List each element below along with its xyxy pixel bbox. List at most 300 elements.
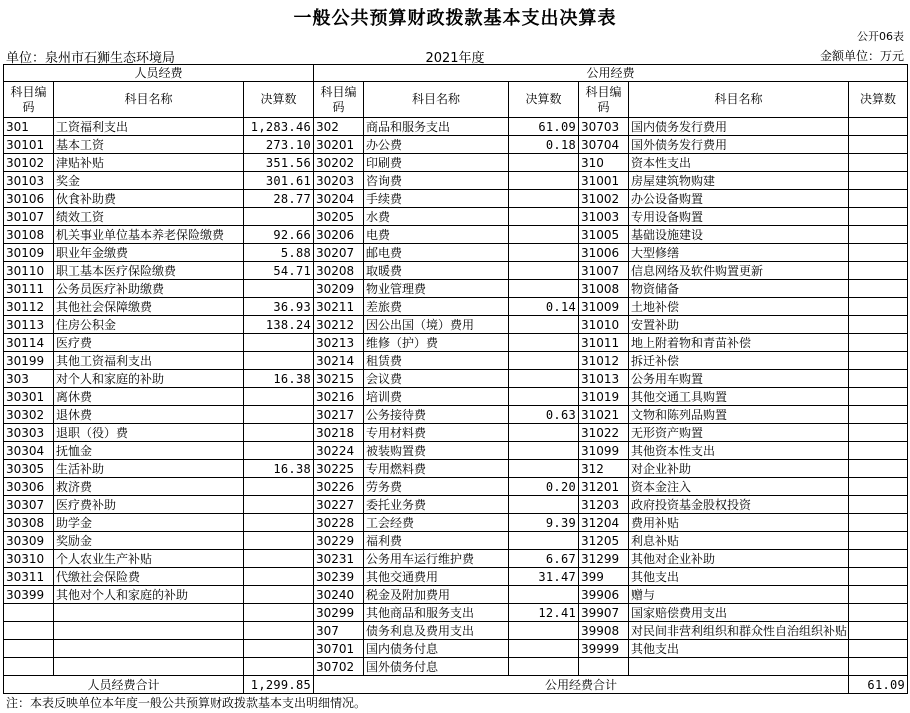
public2-amount-cell: [849, 514, 908, 532]
public-code-cell: 30239: [314, 568, 364, 586]
public-name-cell: 印刷费: [364, 154, 509, 172]
public2-amount-cell: [849, 550, 908, 568]
personnel-name-cell: 退职（役）费: [54, 424, 244, 442]
public2-name-cell: 土地补偿: [629, 298, 849, 316]
public2-name-cell: 对企业补助: [629, 460, 849, 478]
public2-amount-cell: [849, 478, 908, 496]
public2-name-cell: 专用设备购置: [629, 208, 849, 226]
public2-name-cell: 赠与: [629, 586, 849, 604]
public2-code-cell: 39906: [579, 586, 629, 604]
public-code-cell: 30216: [314, 388, 364, 406]
personnel-name-cell: 个人农业生产补贴: [54, 550, 244, 568]
public-name-cell: 咨询费: [364, 172, 509, 190]
table-row: [4, 532, 908, 550]
table-row: [4, 154, 908, 172]
public-code-cell: 30206: [314, 226, 364, 244]
public2-name-cell: 拆迁补偿: [629, 352, 849, 370]
table-row: [4, 622, 908, 640]
public-code-cell: 30213: [314, 334, 364, 352]
public-amount-cell: [509, 190, 579, 208]
personnel-amount-cell: 28.77: [244, 190, 314, 208]
public-code-cell: 30214: [314, 352, 364, 370]
table-row: [4, 424, 908, 442]
personnel-code-cell: 30107: [4, 208, 54, 226]
public2-name-cell: 政府投资基金股权投资: [629, 496, 849, 514]
personnel-name-cell: 奖金: [54, 172, 244, 190]
table-row: [4, 568, 908, 586]
personnel-code-cell: [4, 658, 54, 676]
public-code-cell: 30215: [314, 370, 364, 388]
public2-code-cell: 31010: [579, 316, 629, 334]
personnel-amount-cell: 351.56: [244, 154, 314, 172]
header-group-row: [4, 65, 908, 82]
public-name-cell: 专用材料费: [364, 424, 509, 442]
personnel-code-cell: 30308: [4, 514, 54, 532]
personnel-name-cell: 离休费: [54, 388, 244, 406]
public-name-cell: 委托业务费: [364, 496, 509, 514]
personnel-code-cell: 30399: [4, 586, 54, 604]
public-name-cell: 公务接待费: [364, 406, 509, 424]
public2-amount-cell: [849, 370, 908, 388]
personnel-code-cell: 30301: [4, 388, 54, 406]
public-amount-cell: [509, 622, 579, 640]
public2-name-cell: 安置补助: [629, 316, 849, 334]
personnel-code-cell: [4, 622, 54, 640]
public-header: 公用经费: [314, 65, 908, 82]
table-row: [4, 118, 908, 136]
code-header: 科目编码: [4, 82, 54, 118]
personnel-code-cell: 30110: [4, 262, 54, 280]
public-amount-cell: [509, 640, 579, 658]
personnel-code-cell: 30302: [4, 406, 54, 424]
public-code-cell: 30205: [314, 208, 364, 226]
personnel-amount-cell: [244, 406, 314, 424]
public-amount-cell: [509, 370, 579, 388]
public-code-cell: 30226: [314, 478, 364, 496]
public2-amount-cell: [849, 406, 908, 424]
public2-amount-cell: [849, 496, 908, 514]
personnel-amount-cell: [244, 568, 314, 586]
personnel-amount-cell: 16.38: [244, 370, 314, 388]
table-row: [4, 640, 908, 658]
public-code-cell: 30211: [314, 298, 364, 316]
public-name-cell: 维修（护）费: [364, 334, 509, 352]
money-unit: 金额单位：万元: [819, 49, 904, 63]
public2-amount-cell: [849, 352, 908, 370]
public-code-cell: 30225: [314, 460, 364, 478]
header-column-row: [4, 82, 908, 118]
public-code-cell: 30702: [314, 658, 364, 676]
public2-amount-cell: [849, 424, 908, 442]
table-row: [4, 316, 908, 334]
personnel-name-cell: 津贴补贴: [54, 154, 244, 172]
personnel-name-cell: 奖励金: [54, 532, 244, 550]
public-code-cell: 30212: [314, 316, 364, 334]
public-code-cell: 30208: [314, 262, 364, 280]
personnel-code-cell: 30309: [4, 532, 54, 550]
public-code-cell: 30299: [314, 604, 364, 622]
public2-code-cell: 31011: [579, 334, 629, 352]
public-amount-cell: [509, 658, 579, 676]
amount-header: 决算数: [509, 82, 579, 118]
personnel-amount-cell: 1,283.46: [244, 118, 314, 136]
public-amount-cell: [509, 172, 579, 190]
public-name-cell: 商品和服务支出: [364, 118, 509, 136]
public2-code-cell: 31205: [579, 532, 629, 550]
public-amount-cell: [509, 316, 579, 334]
personnel-amount-cell: 16.38: [244, 460, 314, 478]
personnel-amount-cell: [244, 550, 314, 568]
personnel-name-cell: 抚恤金: [54, 442, 244, 460]
personnel-code-cell: 30305: [4, 460, 54, 478]
public-name-cell: 专用燃料费: [364, 460, 509, 478]
form-code: 公开06表: [857, 30, 904, 43]
public2-name-cell: 资本金注入: [629, 478, 849, 496]
public2-code-cell: 31021: [579, 406, 629, 424]
public-amount-cell: [509, 442, 579, 460]
personnel-name-cell: 工资福利支出: [54, 118, 244, 136]
personnel-name-cell: 职工基本医疗保险缴费: [54, 262, 244, 280]
public2-name-cell: 房屋建筑物购建: [629, 172, 849, 190]
personnel-name-cell: [54, 622, 244, 640]
public2-amount-cell: [849, 262, 908, 280]
personnel-amount-cell: [244, 496, 314, 514]
public-code-cell: 307: [314, 622, 364, 640]
personnel-total-value: 1,299.85: [244, 676, 314, 694]
public-total-label: 公用经费合计: [314, 676, 849, 694]
personnel-amount-cell: 273.10: [244, 136, 314, 154]
public2-code-cell: 31013: [579, 370, 629, 388]
public-code-cell: 30240: [314, 586, 364, 604]
public-name-cell: 差旅费: [364, 298, 509, 316]
personnel-amount-cell: [244, 478, 314, 496]
personnel-amount-cell: 138.24: [244, 316, 314, 334]
personnel-name-cell: 助学金: [54, 514, 244, 532]
personnel-amount-cell: [244, 442, 314, 460]
personnel-code-cell: [4, 604, 54, 622]
public-name-cell: 公务用车运行维护费: [364, 550, 509, 568]
public-total-value: 61.09: [849, 676, 908, 694]
public2-code-cell: 312: [579, 460, 629, 478]
public-amount-cell: [509, 352, 579, 370]
personnel-amount-cell: [244, 334, 314, 352]
personnel-code-cell: 30112: [4, 298, 54, 316]
public2-code-cell: 31299: [579, 550, 629, 568]
public2-name-cell: 国外债务发行费用: [629, 136, 849, 154]
public-name-cell: 取暖费: [364, 262, 509, 280]
public2-name-cell: 其他支出: [629, 568, 849, 586]
personnel-code-cell: 30306: [4, 478, 54, 496]
public-code-cell: 30228: [314, 514, 364, 532]
name-header: 科目名称: [54, 82, 244, 118]
personnel-amount-cell: [244, 514, 314, 532]
personnel-code-cell: 30307: [4, 496, 54, 514]
personnel-code-cell: 30310: [4, 550, 54, 568]
public-amount-cell: [509, 226, 579, 244]
personnel-code-cell: 30103: [4, 172, 54, 190]
public-amount-cell: [509, 388, 579, 406]
public2-amount-cell: [849, 280, 908, 298]
public2-amount-cell: [849, 442, 908, 460]
public-code-cell: 302: [314, 118, 364, 136]
table-row: [4, 334, 908, 352]
personnel-name-cell: 医疗费补助: [54, 496, 244, 514]
public-code-cell: 30204: [314, 190, 364, 208]
public-name-cell: 物业管理费: [364, 280, 509, 298]
personnel-name-cell: 生活补助: [54, 460, 244, 478]
public-amount-cell: [509, 154, 579, 172]
table-row: [4, 172, 908, 190]
public-amount-cell: 0.14: [509, 298, 579, 316]
name-header: 科目名称: [364, 82, 509, 118]
public-code-cell: 30701: [314, 640, 364, 658]
personnel-code-cell: 30102: [4, 154, 54, 172]
public-amount-cell: 12.41: [509, 604, 579, 622]
personnel-name-cell: 救济费: [54, 478, 244, 496]
public-amount-cell: [509, 208, 579, 226]
public2-name-cell: 办公设备购置: [629, 190, 849, 208]
personnel-amount-cell: 5.88: [244, 244, 314, 262]
public2-name-cell: 费用补贴: [629, 514, 849, 532]
public2-amount-cell: [849, 118, 908, 136]
public2-amount-cell: [849, 190, 908, 208]
table-row: [4, 388, 908, 406]
personnel-name-cell: 绩效工资: [54, 208, 244, 226]
personnel-name-cell: [54, 640, 244, 658]
personnel-name-cell: 医疗费: [54, 334, 244, 352]
personnel-amount-cell: [244, 280, 314, 298]
personnel-code-cell: 30106: [4, 190, 54, 208]
public-code-cell: 30227: [314, 496, 364, 514]
public2-name-cell: 基础设施建设: [629, 226, 849, 244]
table-row: [4, 370, 908, 388]
public2-name-cell: 对民间非营利组织和群众性自治组织补贴: [629, 622, 849, 640]
personnel-name-cell: 其他对个人和家庭的补助: [54, 586, 244, 604]
public-amount-cell: 9.39: [509, 514, 579, 532]
public-name-cell: 劳务费: [364, 478, 509, 496]
table-row: [4, 298, 908, 316]
public-name-cell: 国内债务付息: [364, 640, 509, 658]
public2-amount-cell: [849, 388, 908, 406]
personnel-amount-cell: [244, 622, 314, 640]
public-amount-cell: [509, 334, 579, 352]
table-row: [4, 406, 908, 424]
public2-code-cell: 39999: [579, 640, 629, 658]
public2-name-cell: [629, 658, 849, 676]
public2-code-cell: 310: [579, 154, 629, 172]
public2-code-cell: 31006: [579, 244, 629, 262]
table-row: [4, 262, 908, 280]
table-row: [4, 658, 908, 676]
public-code-cell: 30224: [314, 442, 364, 460]
public-code-cell: 30209: [314, 280, 364, 298]
public2-amount-cell: [849, 586, 908, 604]
public2-amount-cell: [849, 532, 908, 550]
public-code-cell: 30217: [314, 406, 364, 424]
public-amount-cell: [509, 496, 579, 514]
public-amount-cell: 61.09: [509, 118, 579, 136]
personnel-amount-cell: [244, 388, 314, 406]
amount-header: 决算数: [244, 82, 314, 118]
public2-amount-cell: [849, 208, 908, 226]
personnel-name-cell: [54, 658, 244, 676]
public-amount-cell: 0.20: [509, 478, 579, 496]
public2-name-cell: 其他支出: [629, 640, 849, 658]
public2-code-cell: 31007: [579, 262, 629, 280]
expenditure-table: [3, 64, 908, 694]
personnel-code-cell: 30199: [4, 352, 54, 370]
report-title: 一般公共预算财政拨款基本支出决算表: [293, 8, 617, 29]
public2-code-cell: 399: [579, 568, 629, 586]
public-name-cell: 因公出国（境）费用: [364, 316, 509, 334]
public-amount-cell: [509, 460, 579, 478]
table-row: [4, 136, 908, 154]
personnel-code-cell: 30114: [4, 334, 54, 352]
public2-amount-cell: [849, 244, 908, 262]
table-row: [4, 514, 908, 532]
fiscal-year: 2021年度: [425, 51, 485, 66]
personnel-name-cell: 职业年金缴费: [54, 244, 244, 262]
public-amount-cell: 0.18: [509, 136, 579, 154]
public-code-cell: 30201: [314, 136, 364, 154]
code-header: 科目编码: [314, 82, 364, 118]
personnel-code-cell: 30101: [4, 136, 54, 154]
table-row: [4, 604, 908, 622]
amount-header: 决算数: [849, 82, 908, 118]
personnel-name-cell: 伙食补助费: [54, 190, 244, 208]
public-name-cell: 办公费: [364, 136, 509, 154]
public-amount-cell: 31.47: [509, 568, 579, 586]
code-header: 科目编码: [579, 82, 629, 118]
public2-name-cell: 其他对企业补助: [629, 550, 849, 568]
personnel-amount-cell: 54.71: [244, 262, 314, 280]
public2-name-cell: 公务用车购置: [629, 370, 849, 388]
public2-code-cell: 31204: [579, 514, 629, 532]
personnel-amount-cell: 301.61: [244, 172, 314, 190]
public-name-cell: 租赁费: [364, 352, 509, 370]
public-name-cell: 培训费: [364, 388, 509, 406]
public2-name-cell: 大型修缮: [629, 244, 849, 262]
public2-name-cell: 资本性支出: [629, 154, 849, 172]
table-row: [4, 190, 908, 208]
reporting-unit: 单位：泉州市石狮生态环境局: [6, 51, 176, 66]
public2-name-cell: 物资储备: [629, 280, 849, 298]
public-name-cell: 电费: [364, 226, 509, 244]
personnel-code-cell: 301: [4, 118, 54, 136]
personnel-amount-cell: [244, 658, 314, 676]
public-name-cell: 水费: [364, 208, 509, 226]
public-name-cell: 工会经费: [364, 514, 509, 532]
personnel-amount-cell: [244, 424, 314, 442]
public2-amount-cell: [849, 622, 908, 640]
public2-code-cell: 31001: [579, 172, 629, 190]
personnel-code-cell: 30111: [4, 280, 54, 298]
personnel-code-cell: 30303: [4, 424, 54, 442]
public2-amount-cell: [849, 316, 908, 334]
public-amount-cell: [509, 244, 579, 262]
totals-row: [4, 676, 908, 694]
public2-code-cell: 31009: [579, 298, 629, 316]
table-row: [4, 550, 908, 568]
public2-code-cell: 39907: [579, 604, 629, 622]
public2-amount-cell: [849, 640, 908, 658]
personnel-code-cell: 30304: [4, 442, 54, 460]
personnel-code-cell: 30109: [4, 244, 54, 262]
public-name-cell: 会议费: [364, 370, 509, 388]
public2-code-cell: 31008: [579, 280, 629, 298]
public-name-cell: 国外债务付息: [364, 658, 509, 676]
personnel-name-cell: [54, 604, 244, 622]
public2-name-cell: 信息网络及软件购置更新: [629, 262, 849, 280]
public2-amount-cell: [849, 460, 908, 478]
public2-amount-cell: [849, 298, 908, 316]
personnel-amount-cell: 92.66: [244, 226, 314, 244]
public2-name-cell: 文物和陈列品购置: [629, 406, 849, 424]
public2-amount-cell: [849, 226, 908, 244]
personnel-amount-cell: 36.93: [244, 298, 314, 316]
table-row: [4, 280, 908, 298]
table-row: [4, 208, 908, 226]
table-row: [4, 352, 908, 370]
public2-name-cell: 利息补贴: [629, 532, 849, 550]
personnel-name-cell: 公务员医疗补助缴费: [54, 280, 244, 298]
public-code-cell: 30218: [314, 424, 364, 442]
public-amount-cell: [509, 262, 579, 280]
public-name-cell: 被装购置费: [364, 442, 509, 460]
table-row: [4, 586, 908, 604]
public-code-cell: 30207: [314, 244, 364, 262]
public-code-cell: 30231: [314, 550, 364, 568]
public2-amount-cell: [849, 154, 908, 172]
public-name-cell: 其他商品和服务支出: [364, 604, 509, 622]
personnel-name-cell: 对个人和家庭的补助: [54, 370, 244, 388]
public2-name-cell: 其他交通工具购置: [629, 388, 849, 406]
public-code-cell: 30202: [314, 154, 364, 172]
public2-code-cell: 31099: [579, 442, 629, 460]
public-name-cell: 债务利息及费用支出: [364, 622, 509, 640]
public-name-cell: 邮电费: [364, 244, 509, 262]
public2-name-cell: 地上附着物和青苗补偿: [629, 334, 849, 352]
public-amount-cell: 0.63: [509, 406, 579, 424]
public-amount-cell: [509, 280, 579, 298]
public2-code-cell: 31002: [579, 190, 629, 208]
public-name-cell: 手续费: [364, 190, 509, 208]
public2-code-cell: 30704: [579, 136, 629, 154]
public2-amount-cell: [849, 658, 908, 676]
personnel-amount-cell: [244, 352, 314, 370]
public2-code-cell: 31005: [579, 226, 629, 244]
public-amount-cell: [509, 532, 579, 550]
personnel-amount-cell: [244, 208, 314, 226]
table-note: 注：本表反映单位本年度一般公共预算财政拨款基本支出明细情况。: [6, 696, 367, 710]
public2-amount-cell: [849, 568, 908, 586]
personnel-name-cell: 机关事业单位基本养老保险缴费: [54, 226, 244, 244]
public2-code-cell: [579, 658, 629, 676]
public-name-cell: 税金及附加费用: [364, 586, 509, 604]
public2-amount-cell: [849, 172, 908, 190]
personnel-amount-cell: [244, 532, 314, 550]
public-name-cell: 其他交通费用: [364, 568, 509, 586]
public-amount-cell: [509, 424, 579, 442]
personnel-amount-cell: [244, 640, 314, 658]
personnel-name-cell: 退休费: [54, 406, 244, 424]
personnel-code-cell: 30113: [4, 316, 54, 334]
public2-name-cell: 国内债务发行费用: [629, 118, 849, 136]
personnel-name-cell: 其他工资福利支出: [54, 352, 244, 370]
table-row: [4, 244, 908, 262]
public2-name-cell: 国家赔偿费用支出: [629, 604, 849, 622]
personnel-amount-cell: [244, 604, 314, 622]
